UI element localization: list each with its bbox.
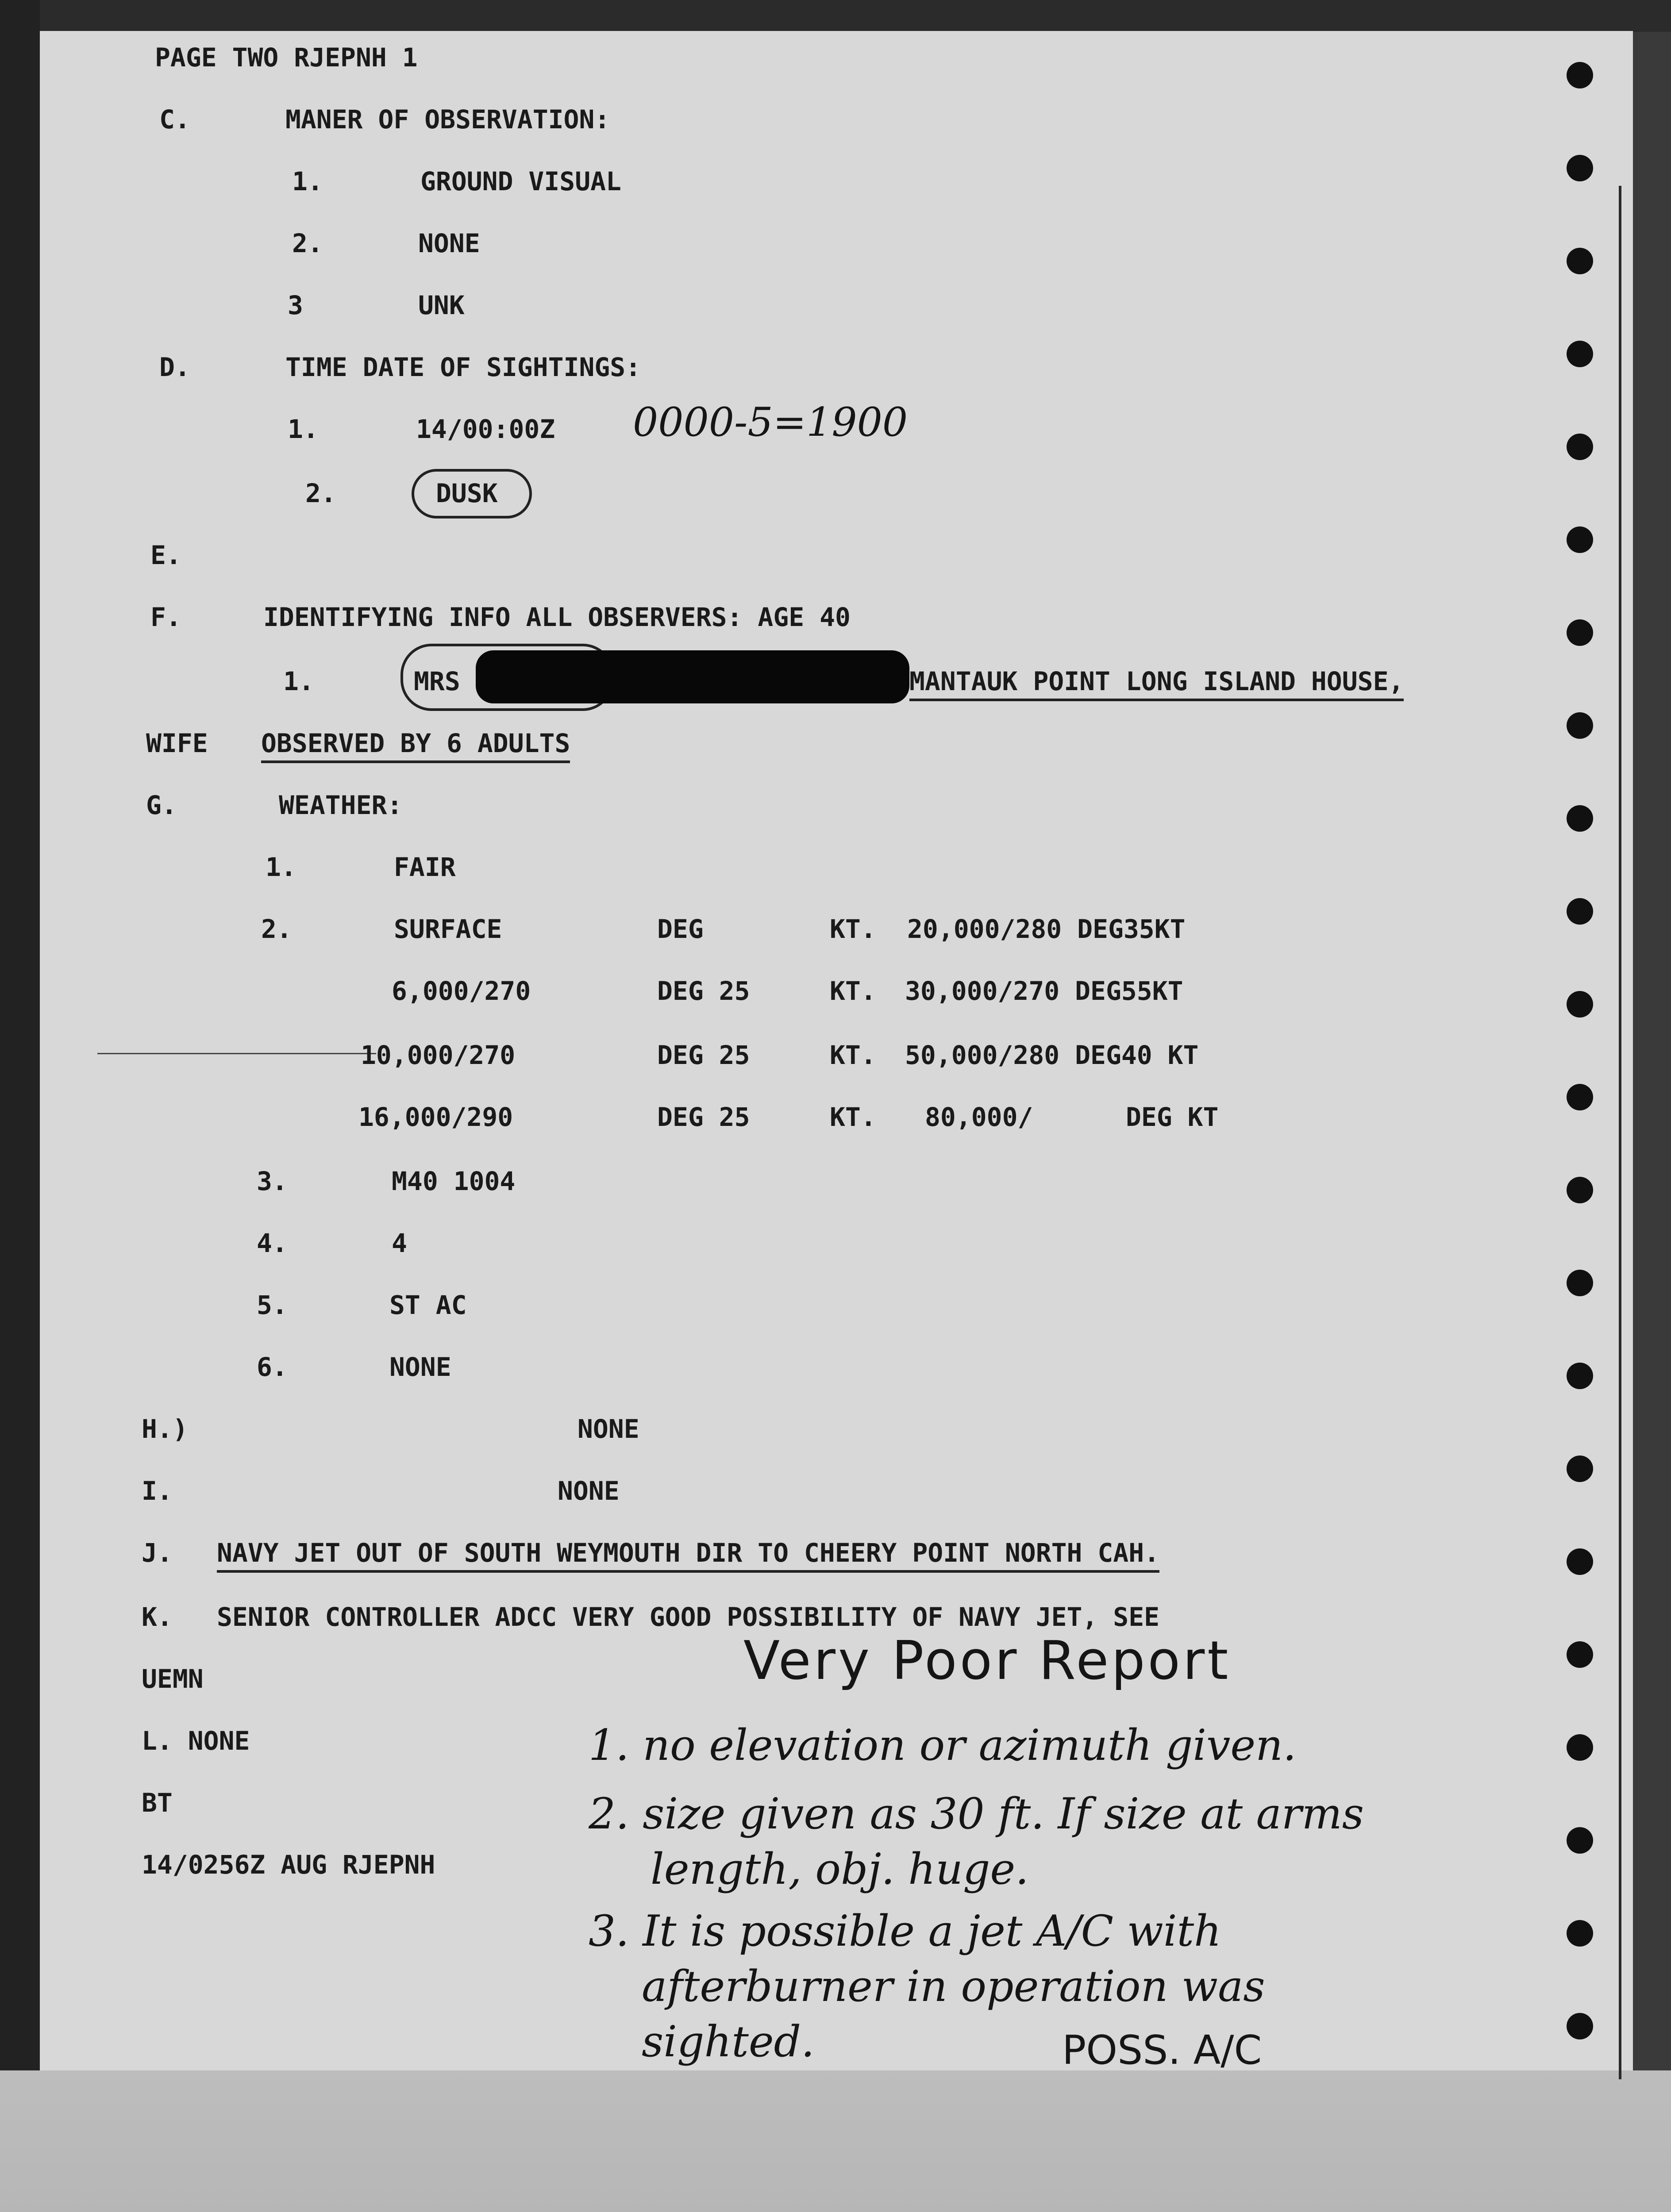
scan-border-left	[0, 0, 40, 2079]
section-g-item-num: 3.	[257, 1166, 288, 1196]
handwritten-note-line: 3. It is possible a jet A/C with	[589, 1906, 1221, 1956]
section-g-item-text: M40 1004	[392, 1166, 516, 1196]
section-k-text: SENIOR CONTROLLER ADCC VERY GOOD POSSIBILITY OF NAVY JET, SEE	[217, 1602, 1160, 1632]
section-i-label: I.	[142, 1476, 173, 1506]
perforation-hole	[1567, 1270, 1593, 1296]
wind-row-upper: 20,000/280 DEG35KT	[907, 914, 1186, 944]
section-d-title: TIME DATE OF SIGHTINGS:	[285, 352, 641, 382]
footer-dtg: 14/0256Z AUG RJEPNH	[142, 1850, 435, 1880]
stray-line	[97, 1053, 376, 1054]
section-c-item-text: UNK	[418, 290, 465, 320]
perforation-hole	[1567, 1734, 1593, 1761]
perforation-hole	[1567, 62, 1593, 88]
wind-row-deg: DEG 25	[657, 1040, 750, 1070]
perforation-hole	[1567, 805, 1593, 832]
section-f-title: IDENTIFYING INFO ALL OBSERVERS: AGE 40	[263, 602, 851, 632]
section-l-line: L. NONE	[142, 1726, 250, 1756]
section-d-item-num: 1.	[288, 414, 319, 444]
wind-row-alt: 10,000/270	[361, 1040, 516, 1070]
section-f-item-suffix: MANTAUK POINT LONG ISLAND HOUSE,	[909, 666, 1404, 701]
section-f-item-num: 1.	[283, 666, 314, 696]
section-f-item-prefix: MRS	[414, 666, 460, 696]
perforation-hole	[1567, 1548, 1593, 1575]
perforation-hole	[1567, 248, 1593, 274]
section-c-title: MANER OF OBSERVATION:	[285, 104, 610, 134]
section-g-item-num: 5.	[257, 1290, 288, 1320]
section-g-label: G.	[146, 790, 177, 820]
wind-row-alt: 6,000/270	[392, 976, 531, 1006]
perforation-hole	[1567, 619, 1593, 646]
wind-row-deg: DEG 25	[657, 976, 750, 1006]
section-d-item-text: 14/00:00Z	[416, 414, 555, 444]
section-j-text: NAVY JET OUT OF SOUTH WEYMOUTH DIR TO CHEERY POINT NORTH CAH.	[217, 1537, 1159, 1573]
section-h-label: H.)	[142, 1414, 188, 1444]
handwritten-note-title: Very Poor Report	[743, 1630, 1231, 1692]
wind-row-upper: 80,000/ DEG KT	[925, 1102, 1219, 1132]
perforation-hole	[1567, 712, 1593, 739]
section-g-item-num: 1.	[266, 852, 296, 882]
section-g-item-text: FAIR	[394, 852, 456, 882]
section-d-label: D.	[159, 352, 190, 382]
margin-line	[1619, 186, 1621, 2079]
scan-border-top	[0, 0, 1671, 32]
wind-row-deg: DEG	[657, 914, 704, 944]
section-h-text: NONE	[578, 1414, 639, 1444]
section-d-item-num: 2.	[305, 478, 336, 508]
handwritten-note-line: 2. size given as 30 ft. If size at arms	[589, 1789, 1364, 1839]
underlying-page	[0, 2070, 1671, 2212]
section-c-label: C.	[159, 104, 190, 134]
wind-row-alt: SURFACE	[394, 914, 502, 944]
perforation-hole	[1567, 1177, 1593, 1203]
perforation-hole	[1567, 155, 1593, 181]
section-c-item-num: 1.	[292, 166, 323, 196]
handwritten-conclusion: POSS. A/C	[1062, 2027, 1262, 2074]
perforation-hole	[1567, 341, 1593, 367]
section-g-item-num: 4.	[257, 1228, 288, 1258]
perforation-hole	[1567, 434, 1593, 460]
section-g-item-num: 2.	[261, 914, 292, 944]
wind-row-kt: KT.	[830, 976, 876, 1006]
section-f-label: F.	[150, 602, 181, 632]
wind-row-kt: KT.	[830, 1040, 876, 1070]
wind-row-upper: 50,000/280 DEG40 KT	[905, 1040, 1199, 1070]
handwritten-note-line: 1. no elevation or azimuth given.	[589, 1720, 1297, 1770]
perforation-hole	[1567, 1641, 1593, 1668]
perforation-hole	[1567, 1084, 1593, 1110]
section-d-item-text: DUSK	[436, 478, 498, 508]
perforation-hole	[1567, 1827, 1593, 1854]
perforation-hole	[1567, 2013, 1593, 2039]
perforation-hole	[1567, 991, 1593, 1018]
section-f-cont-text: OBSERVED BY 6 ADULTS	[261, 728, 570, 763]
perforation-hole	[1567, 898, 1593, 925]
section-k-label: K.	[142, 1602, 173, 1632]
perforation-hole	[1567, 526, 1593, 553]
perforation-hole	[1567, 1920, 1593, 1947]
wind-row-kt: KT.	[830, 1102, 876, 1132]
uemn-line: UEMN	[142, 1664, 204, 1694]
section-g-item-num: 6.	[257, 1352, 288, 1382]
section-g-item-text: ST AC	[389, 1290, 467, 1320]
perforation-hole	[1567, 1455, 1593, 1482]
section-c-item-text: NONE	[418, 228, 480, 258]
handwritten-time-conversion: 0000-5=1900	[633, 399, 908, 445]
wind-row-kt: KT.	[830, 914, 876, 944]
section-g-item-text: 4	[392, 1228, 407, 1258]
section-g-item-text: NONE	[389, 1352, 451, 1382]
wind-row-alt: 16,000/290	[358, 1102, 513, 1132]
section-c-item-num: 3	[288, 290, 303, 320]
wind-row-deg: DEG 25	[657, 1102, 750, 1132]
section-i-text: NONE	[558, 1476, 620, 1506]
section-j-label: J.	[142, 1538, 173, 1568]
section-g-title: WEATHER:	[279, 790, 403, 820]
wind-row-upper: 30,000/270 DEG55KT	[905, 976, 1183, 1006]
redaction-block	[476, 650, 909, 703]
section-c-item-num: 2.	[292, 228, 323, 258]
handwritten-note-line: afterburner in operation was	[642, 1962, 1265, 2011]
section-e-label: E.	[150, 540, 181, 570]
bt-line: BT	[142, 1788, 173, 1818]
section-c-item-text: GROUND VISUAL	[420, 166, 621, 196]
section-f-cont-prefix: WIFE	[146, 728, 208, 758]
handwritten-note-line: sighted.	[642, 2017, 815, 2066]
handwritten-note-line: length, obj. huge.	[651, 1844, 1029, 1894]
perforation-hole	[1567, 1363, 1593, 1389]
page-header: PAGE TWO RJEPNH 1	[155, 42, 418, 73]
